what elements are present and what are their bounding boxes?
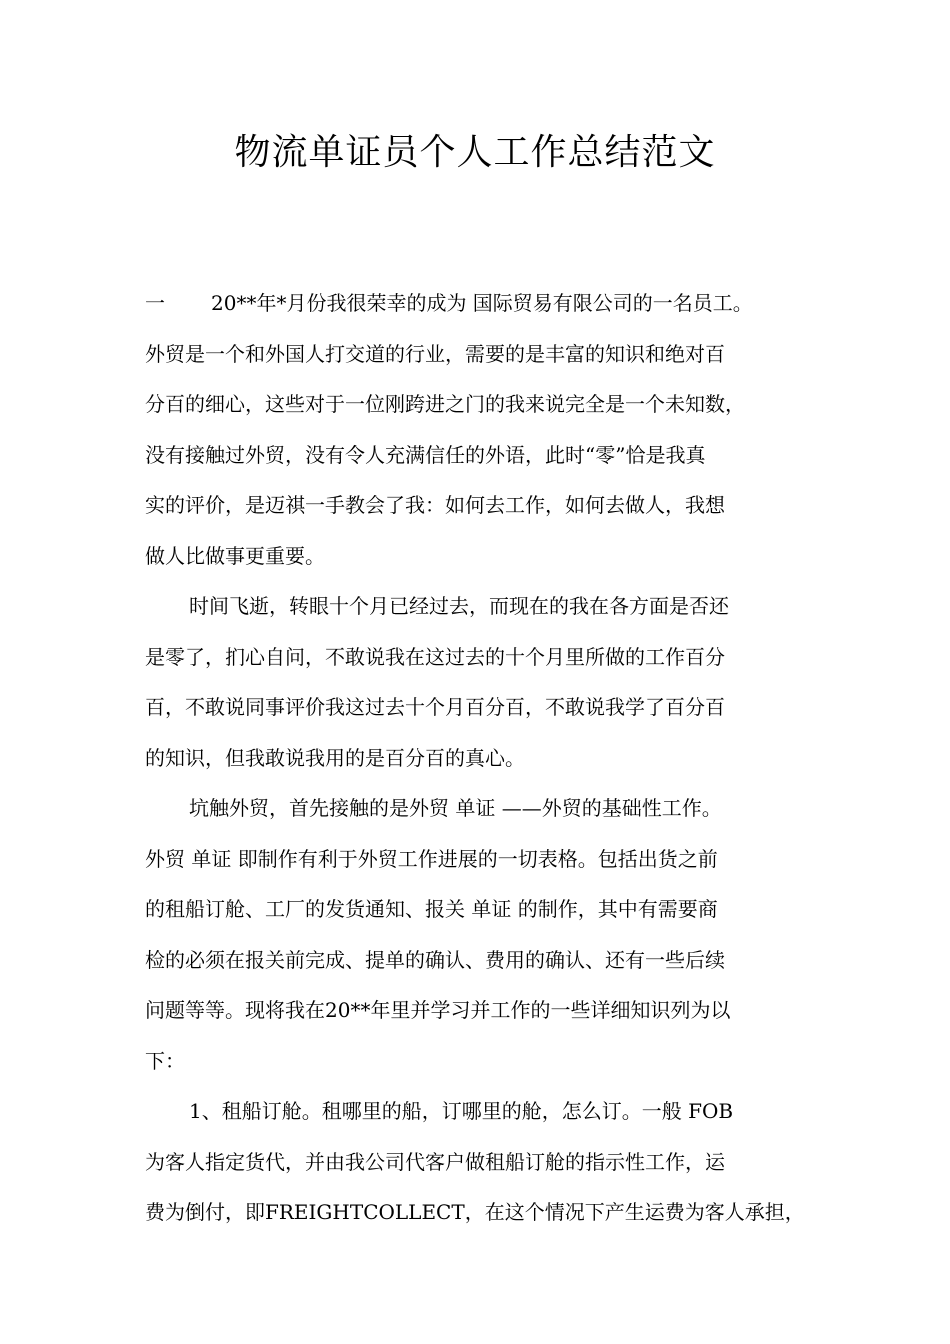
paragraph-line: 下：	[145, 1048, 185, 1073]
paragraph-line	[145, 278, 810, 329]
paragraph-line: 费为倒付，即FREIGHTCOLLECT，在这个情况下产生运费为客人承担，	[145, 1200, 805, 1224]
paragraph-4	[145, 1086, 810, 1238]
lead-mark: 一	[145, 291, 165, 315]
paragraph-line: 外贸是一个和外国人打交道的行业，需要的是丰富的知识和绝对百	[145, 341, 725, 366]
paragraph-line: 外贸 单证 即制作有利于外贸工作进展的一切表格。包括出货之前	[145, 846, 718, 871]
line-text: 20**年*月份我很荣幸的成为 国际贸易有限公司的一名员工。	[211, 291, 753, 315]
paragraph-line: 坑触外贸，首先接触的是外贸 单证 ——外贸的基础性工作。	[189, 796, 722, 820]
paragraph-line: 检的必须在报关前完成、提单的确认、费用的确认、还有一些后续	[145, 947, 725, 972]
paragraph-line: 时间飞逝，转眼十个月已经过去，而现在的我在各方面是否还	[189, 594, 729, 618]
paragraph-2	[145, 581, 810, 783]
paragraph-line: 问题等等。现将我在20**年里并学习并工作的一些详细知识列为以	[145, 998, 731, 1022]
paragraph-line: 实的评价，是迈祺一手教会了我：如何去工作，如何去做人，我想	[145, 493, 725, 517]
document-body	[145, 278, 810, 1238]
paragraph-line: 是零了，扪心自问，不敢说我在这过去的十个月里所做的工作百分	[145, 644, 725, 669]
paragraph-line: 做人比做事更重要。	[145, 543, 325, 568]
paragraph-line: 百，不敢说同事评价我这过去十个月百分百，不敢说我学了百分百	[145, 695, 725, 719]
paragraph-line: 分百的细心，这些对于一位刚跨进之门的我来说完全是一个未知数，	[145, 392, 745, 416]
paragraph-3	[145, 783, 810, 1086]
paragraph-line: 1、租船订舱。租哪里的船，订哪里的舱，怎么订。一般 FOB	[189, 1099, 734, 1123]
paragraph-line: 没有接触过外贸，没有令人充满信任的外语，此时“零”恰是我真	[145, 442, 706, 467]
paragraph-1	[145, 278, 810, 581]
paragraph-line: 的知识，但我敢说我用的是百分百的真心。	[145, 745, 525, 770]
document-title: 物流单证员个人工作总结范文	[234, 132, 716, 173]
paragraph-line: 为客人指定货代，并由我公司代客户做租船订舱的指示性工作，运	[145, 1149, 725, 1174]
paragraph-line: 的租船订舱、工厂的发货通知、报关 单证 的制作，其中有需要商	[145, 897, 718, 921]
